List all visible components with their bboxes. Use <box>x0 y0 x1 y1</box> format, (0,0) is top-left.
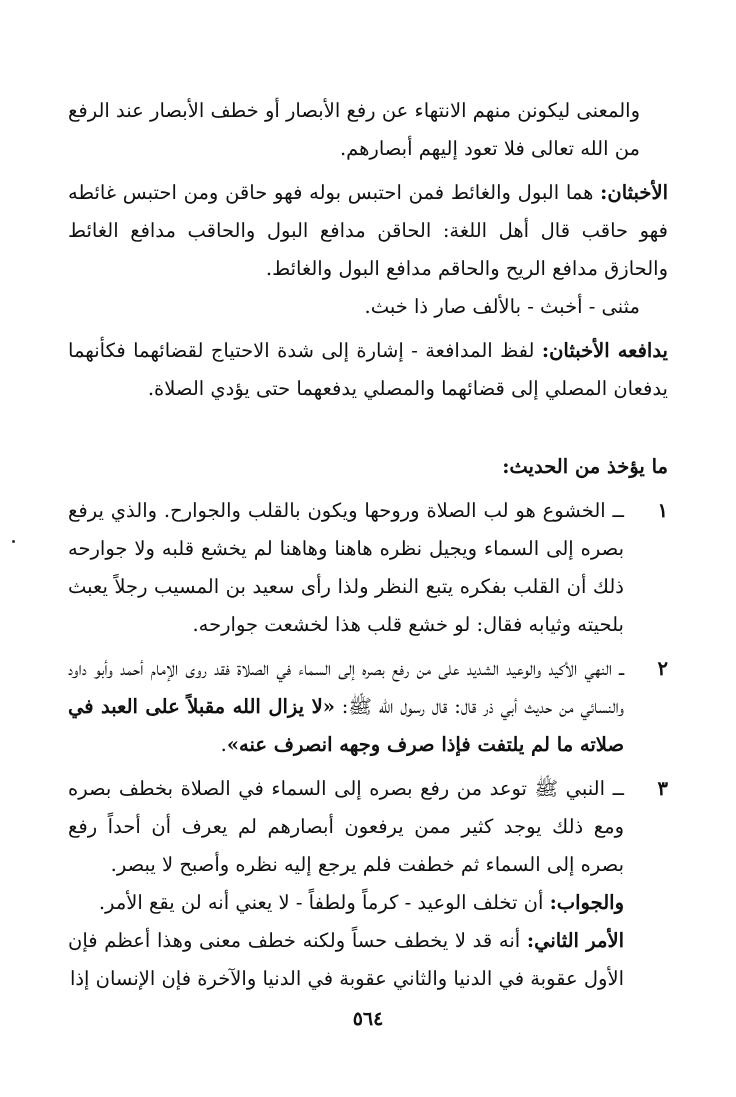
item-number: ١ <box>657 499 668 522</box>
item-number: ٢ <box>657 657 668 680</box>
scan-dot <box>12 540 15 543</box>
list-item <box>68 770 668 998</box>
definition-text: هما البول والغائط فمن احتبس بوله فهو حاقن ومن احتبس غائطه فهو حاقب قال أهل اللغة: الحاقن مدافع البول والحاقب مدافع الغائط والحازق مدافع الريح والحاقم مدافع البول والغائط. <box>68 181 668 280</box>
second-term: الأمر الثاني: <box>526 929 624 952</box>
list-item <box>68 492 668 644</box>
definition-term: يدافعه الأخبثان: <box>541 339 668 362</box>
second-text: أنه قد لا يخطف حساً ولكنه خطف معنى وهذا أعظم فإن الأول عقوبة في الدنيا والثاني عقوبة في الدنيا والآخرة فإن الإنسان إذا <box>68 929 624 990</box>
second-point <box>68 922 624 998</box>
definition-text: لفظ المدافعة - إشارة إلى شدة الاحتياج لقضائهما فكأنهما يدفعان المصلي إلى قضائهما والمصلي يدفعهما حتى يؤدي الصلاة. <box>68 339 668 400</box>
definition-term: الأخبثان: <box>600 181 668 204</box>
item-number: ٣ <box>657 777 668 800</box>
paragraph-meaning: والمعنى ليكونن منهم الانتهاء عن رفع الأبصار أو خطف الأبصار عند الرفع من الله تعالى فلا تعود إليهم أبصارهم. <box>68 99 640 160</box>
item-text: ــ الخشوع هو لب الصلاة وروحها ويكون بالقلب والجوارح. والذي يرفع بصره إلى السماء ويجيل نظره هاهنا وهاهنا لم يخشع قلبه ولا جوارحه ذلك أن القلب بفكره يتبع النظر ولذا رأى سعيد بن المسيب رجلاً يعبث بلحيته وثيابه فقال: لو خشع قلب هذا لخشعت جوارحه. <box>68 499 624 636</box>
page-number: ٥٦٤ <box>352 1008 384 1030</box>
item-text: ــ النبي ﷺ توعد من رفع بصره إلى السماء في الصلاة بخطف بصره ومع ذلك يوجد كثير ممن يرفعون أبصارهم لم يعرف أن أحداً رفع بصره إلى السماء ثم خطفت فلم يرجع إليه نظره وأصبح لا يبصر. <box>68 777 624 876</box>
item-tail: . <box>220 733 227 756</box>
answer-line <box>68 884 624 922</box>
hadith-quote: «لا يزال الله مقبلاً على العبد في صلاته ما لم يلتفت فإذا صرف وجهه انصرف عنه» <box>68 695 624 756</box>
answer-text: أن تخلف الوعيد - كرماً ولطفاً - لا يعني أنه لن يقع الأمر. <box>98 891 550 914</box>
paragraph-dual: مثنى - أخبث - بالألف صار ذا خبث. <box>364 295 640 318</box>
definition-yudafiuhu <box>68 332 668 408</box>
section-heading: ما يؤخذ من الحديث: <box>502 455 668 478</box>
definition-akhbathan <box>68 174 668 288</box>
item-text: ــ النهي الأكيد والوعيد الشديد على من رفع بصره إلى السماء في الصلاة فقد روى الإمام أحمد وأبو داود والنسائي من حديث أبي ذر قال: قال رسول الله ﷺ: <box>68 657 624 718</box>
page-body <box>68 92 668 998</box>
answer-term: والجواب: <box>549 891 624 914</box>
list-item <box>68 650 668 764</box>
